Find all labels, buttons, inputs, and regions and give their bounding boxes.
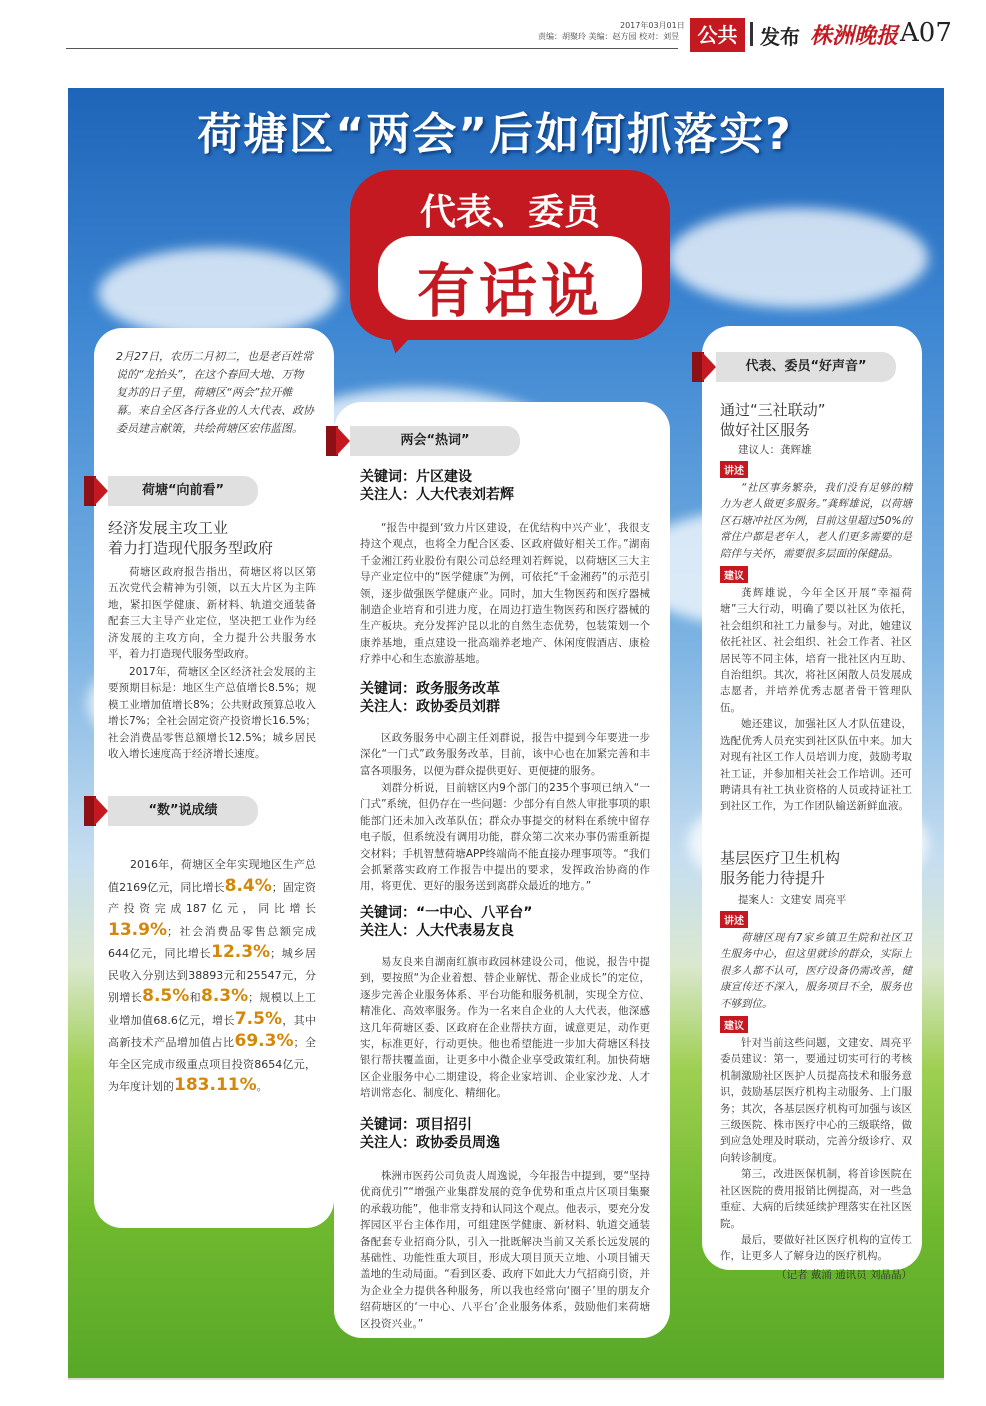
proposer: 建议人：龚辉雄 (738, 444, 812, 456)
keyword-block (360, 680, 650, 716)
section-header-label: 代表、委员“好声音” (745, 359, 867, 374)
header-rule (66, 48, 678, 49)
section-label: 公共 (690, 18, 745, 52)
section-header (350, 426, 520, 456)
cloud (98, 248, 338, 338)
body-paragraph: 龚辉雄说，今年全区开展“幸福荷塘”三大行动，明确了要以社区为依托，社会组织和社工力量参与。对此，她建议依托社区、社会组织、社会工作者、社区居民等不同主体，培育一批社区内互助、自治组织。其次，将社区闲散人员发展成志愿者，并培养优秀志愿者骨干管理队伍。 (720, 587, 912, 714)
stat-number: 8.3% (201, 986, 249, 1006)
section-title-line2: 服务能力待提升 (720, 869, 826, 887)
release-label: 发布 (760, 25, 800, 49)
stat-text: 。 (256, 1080, 268, 1093)
body-paragraph: 易友良来自湖南红旗市政园林建设公司，他说，报告中提到，要按照“为企业着想、替企业解忧、帮企业成长”的定位，逐步完善企业服务体系、平台功能和服务机制，实现全方位、精准化、高效率服务。作为一名来自企业的人大代表，他深感这几年荷塘区委、区政府在企业帮扶方面，诚意更足，动作更实，标准更好，行动更快。他也希望能进一步加大荷塘区科技银行帮扶覆盖面，让更多中小微企业享受政策红利。加快荷塘区企业服务中心二期建设，将企业家培训、企业家沙龙、人才培训常态化、制度化、精细化。 (360, 956, 650, 1100)
section-title-line1: 通过“三社联动” (720, 401, 826, 419)
body-paragraph: 株洲市医药公司负责人周逸说，今年报告中提到，要“坚持优商优引”“增强产业集群发展的竞争优势和重点片区项目集聚的承载功能”，他非常支持和认同这个观点。他表示，要充分发挥园区平台主体作用，可组建医学健康、新材料、轨道交通装备配套专业招商分队，引入一批既解决当前又关系长远发展的基础性、功能性重大项目，形成大项目顶天立地、小项目铺天盖地的生动局面。“看到区委、政府下如此大力气招商引资，并为企业全力提供各种服务，所以我也经常向‘圈子’里的朋友介绍荷塘区的‘一中心、八平台’企业服务体系，鼓励他们来荷塘区投资兴业。” (360, 1170, 650, 1330)
right-column-card (702, 326, 922, 1281)
section-header (108, 796, 258, 826)
header-divider (750, 22, 753, 46)
stat-text: ，其中高新技术产品增加值占比 (108, 1013, 317, 1049)
stat-number: 7.5% (234, 1008, 282, 1029)
keyword-person: 关注人：人大代表易友良 (360, 923, 514, 939)
paper-logo: 株洲晚报 (810, 24, 899, 49)
middle-column-card (334, 402, 670, 1338)
keyword-person: 关注人：政协委员刘群 (360, 699, 500, 715)
proposal-block (720, 892, 912, 1282)
section-title (720, 848, 910, 888)
section-header-label: 荷塘“向前看” (141, 483, 225, 498)
stat-text: 和 (189, 991, 202, 1004)
body-paragraph: 针对当前这些问题，文建安、周亮平委员建议：第一，要通过切实可行的考核机制激励社区医护人员提高技术和服务意识，鼓励基层医疗机构主动服务、上门服务；其次，各基层医疗机构可加强与该区三级医院、株市医疗中心的三级联络，做到应急处理及时联动，完善分级诊疗、双向转诊制度。 (720, 1037, 912, 1164)
bubble-inner (378, 236, 642, 325)
header-flag (336, 426, 350, 456)
keyword-block (360, 1116, 650, 1152)
body-paragraph: 区政务服务中心副主任刘群说，报告中提到今年要进一步深化“一门式”政务服务改革，目前，该中心也在加紧完善和丰富各项服务，以便为群众提供更好、更便捷的服务。 (360, 732, 650, 777)
section-title-line2: 做好社区服务 (720, 421, 811, 439)
speech-bubble (350, 170, 670, 340)
quote-paragraph: 荷塘区现有7家乡镇卫生院和社区卫生服务中心，但这里就诊的群众，实际上很多人都不认可，医疗设备仍需改善，健康宣传还不深入，服务项目不全，服务也不够到位。 (720, 932, 912, 1010)
stat-text: ；城乡居民收入分别达到38893元和25547元，分别增长 (108, 947, 317, 1004)
header-flag (94, 476, 108, 506)
byline: （记者 戴涌 通讯员 刘晶晶） (775, 1268, 912, 1281)
body-paragraph: 2017年，荷塘区全区经济社会发展的主要预期目标是：地区生产总值增长8.5%；规模工业增加值增长8%；公共财政预算总收入增长7%；全社会固定资产投资增长16.5%；社会消费品零售总额增长12.5%；城乡居民收入增长速度高于经济增长速度。 (108, 666, 316, 761)
header-flag (94, 796, 108, 826)
header-flag (702, 352, 716, 382)
keyword: 关键词：项目招引 (360, 1117, 472, 1133)
section-header-label: 两会“热词” (400, 433, 470, 448)
keyword-person: 关注人：政协委员周逸 (360, 1135, 500, 1151)
body-paragraph: 最后，要做好社区医疗机构的宣传工作，让更多人了解身边的医疗机构。 (720, 1233, 912, 1263)
stat-text: ；社会消费品零售总额完成644亿元，同比增长 (108, 924, 316, 960)
body-paragraph: 荷塘区政府报告指出，荷塘区将以区第五次党代会精神为引领，以五大片区为主阵地，紧扣医学健康、新材料、轨道交通装备配套三大主导产业定位，坚决把工业作为经济发展的主攻方向，全力提升公共服务水平，着力打造现代服务型政府。 (108, 566, 316, 661)
keyword: 关键词：“一中心、八平台” (360, 905, 533, 921)
bubble-subtitle: 代表、委员 (419, 192, 600, 233)
tag-suggest: 建议 (720, 566, 748, 583)
body-paragraph: “报告中提到‘致力片区建设，在优结构中兴产业’，我很支持这个观点，也将全力配合区委、区政府做好相关工作。”湖南千金湘江药业股份有限公司总经理刘若辉说，以荷塘区三大主导产业定位中的“医学健康”为例，可依托“千金湘药”的示范引领，逐步做强医学健康产业。同时，加大生物医药和医疗器械制造企业培育和引进力度，在周边打造生物医药和医疗器械的生产板块。充分发挥沪昆以北的自然生态优势，包装策划一个康养基地，重点建设一批高端养老地产、休闲度假酒店、康检疗养中心和生态旅游基地。 (360, 522, 650, 666)
page-number: A07 (900, 18, 952, 48)
cloud (668, 208, 928, 308)
stat-number: 183.11% (174, 1075, 257, 1095)
section-title-line2: 着力打造现代服务型政府 (108, 539, 274, 557)
keyword-block (360, 468, 650, 504)
keyword-block (360, 904, 650, 940)
body-paragraph: 刘群分析说，目前辖区内9个部门的235个事项已纳入“一门式”系统，但仍存在一些问题：少部分有自然人审批事项的职能部门还未加入改革队伍；群众办事提交的材料在系统中留存电子版，但系统没有调用功能，群众第二次来办事仍需重新提交材料；手机智慧荷塘APP终端尚不能直接办理事项等。“我们会抓紧落实政府工作报告中提出的要求，发挥政治协商的作用，将更优、更好的服务送到离群众最近的地方。” (360, 782, 650, 893)
body-paragraph: 她还建议，加强社区人才队伍建设，选配优秀人员充实到社区队伍中来。加大对现有社区工作人员培训力度，鼓励考取社工证，并参加相关社会工作培训。还可聘请具有社工执业资格的人员或持证社工到社区工作，为工作团队输送新鲜血液。 (720, 718, 912, 813)
left-column-card (94, 328, 334, 1228)
stat-text: ；全年全区完成市级重点项目投资8654亿元，为年度计划的 (108, 1036, 317, 1093)
section-header-label: “数”说成绩 (148, 803, 218, 818)
stat-number: 13.9% (108, 919, 167, 940)
editor-credits: 责编：胡聚玲 美编：赵方园 校对：刘昱 (538, 32, 680, 41)
section-title (720, 400, 910, 440)
intro-text: 2月27日，农历二月初二，也是老百姓常说的“龙抬头”，在这个春回大地、万物复苏的日子里，荷塘区“两会”拉开帷幕。来自全区各行各业的人大代表、政协委员建言献策，共绘荷塘区宏伟蓝图。 (116, 350, 314, 435)
section-title (108, 518, 324, 558)
stats-block (108, 854, 316, 1098)
stat-number: 12.3% (211, 942, 271, 962)
section-header (108, 476, 258, 506)
issue-date: 2017年03月01日 (620, 21, 685, 30)
section-title-line1: 基层医疗卫生机构 (720, 849, 841, 867)
stat-text: ；规模以上工业增加值68.6亿元，增长 (108, 991, 317, 1027)
page-title: 荷塘区“两会”后如何抓落实? (197, 109, 793, 160)
stat-number: 8.4% (224, 875, 272, 896)
stat-number: 69.3% (234, 1031, 294, 1051)
tag-suggest: 建议 (720, 1016, 748, 1033)
section-title-line1: 经济发展主攻工业 (108, 519, 229, 537)
page-header (0, 0, 986, 60)
tag-said: 讲述 (720, 911, 748, 928)
keyword-person: 关注人：人大代表刘若辉 (360, 487, 514, 503)
proposal-block (720, 442, 912, 815)
bottom-rule (68, 1378, 944, 1380)
section-header (716, 352, 896, 382)
bubble-main-text: 有话说 (416, 257, 603, 325)
keyword: 关键词：政务服务改革 (360, 681, 500, 697)
body-paragraph: 第三，改进医保机制，将首诊医院在社区医院的费用报销比例提高，对一些急重症、大病的后续延续护理落实在社区医院。 (720, 1168, 912, 1230)
stat-text: 2016年，荷塘区全年实现地区生产总值2169亿元，同比增长 (108, 858, 316, 894)
stat-text: ；固定资产投资完成187亿元，同比增长 (108, 880, 317, 915)
quote-paragraph: “社区事务繁杂，我们没有足够的精力为老人做更多服务。”龚辉雄说，以荷塘区石塘冲社区为例，目前这里超过50%的常住户都是老年人，老人们更多需要的是陪伴与关怀，需要很多层面的保健品。 (720, 482, 912, 560)
proposer: 提案人：文建安 周亮平 (738, 894, 847, 906)
stat-number: 8.5% (142, 986, 190, 1006)
tag-said: 讲述 (720, 461, 748, 478)
keyword: 关键词：片区建设 (360, 469, 472, 485)
